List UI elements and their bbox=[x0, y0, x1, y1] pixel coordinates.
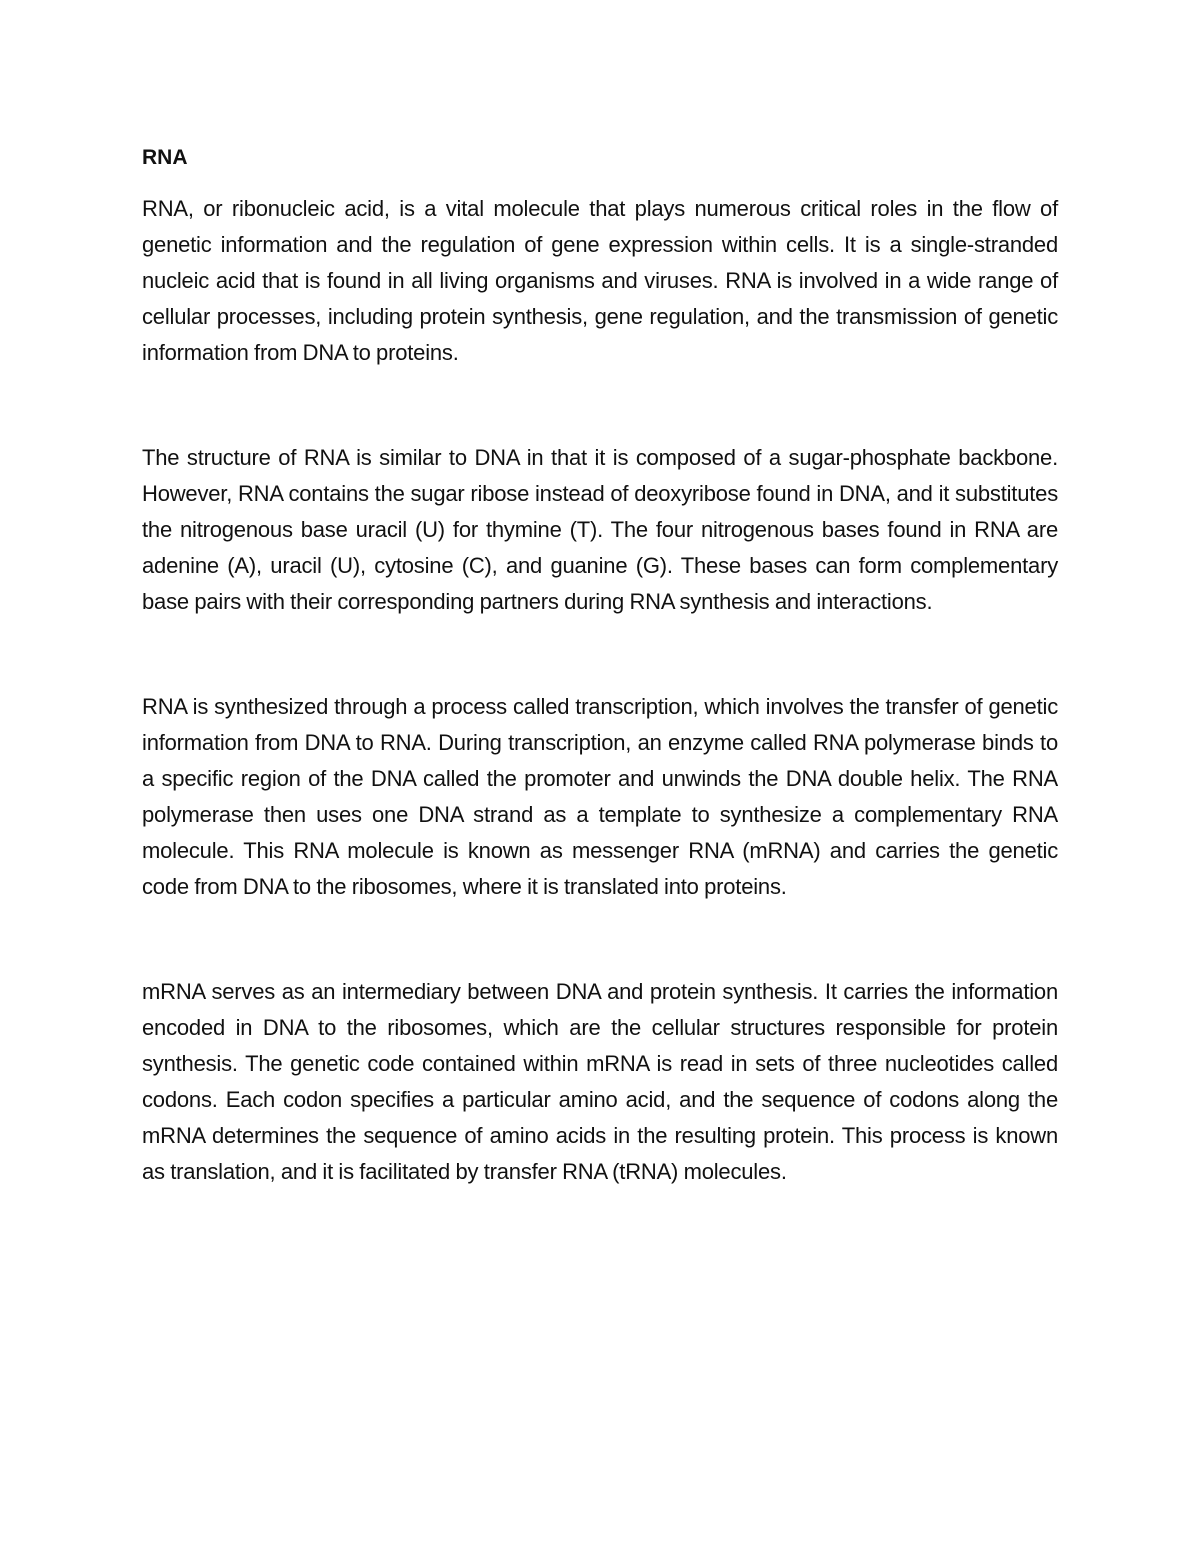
paragraph-rna-intro: RNA, or ribonucleic acid, is a vital molecule that plays numerous critical roles in the flow of genetic information and the regulation of gene expression within cells. It is a single-stranded nucleic acid that is found in all living organisms and viruses. RNA is involved in a wide range of cellular processes, including protein synthesis, gene regulation, and the transmission of genetic information from DNA to proteins. bbox=[142, 196, 1058, 365]
document-title: RNA bbox=[142, 146, 188, 169]
paragraph-mrna-translation: mRNA serves as an intermediary between DNA and protein synthesis. It carries the information encoded in DNA to the ribosomes, which are the cellular structures responsible for protein synthesis. The genetic code contained within mRNA is read in sets of three nucleotides called codons. Each codon specifies a particular amino acid, and the sequence of codons along the mRNA determines the sequence of amino acids in the resulting protein. This process is known as translation, and it is facilitated by transfer RNA (tRNA) molecules. bbox=[142, 979, 1058, 1184]
paragraph-transcription: RNA is synthesized through a process called transcription, which involves the transfer of genetic information from DNA to RNA. During transcription, an enzyme called RNA polymerase binds to a specific region of the DNA called the promoter and unwinds the DNA double helix. The RNA polymerase then uses one DNA strand as a template to synthesize a complementary RNA molecule. This RNA molecule is known as messenger RNA (mRNA) and carries the genetic code from DNA to the ribosomes, where it is translated into proteins. bbox=[142, 694, 1058, 899]
document-body bbox=[142, 140, 1058, 1190]
paragraph-rna-structure: The structure of RNA is similar to DNA in that it is composed of a sugar-phosphate backbone. However, RNA contains the sugar ribose instead of deoxyribose found in DNA, and it substitutes the nitrogenous base uracil (U) for thymine (T). The four nitrogenous bases found in RNA are adenine (A), uracil (U), cytosine (C), and guanine (G). These bases can form complementary base pairs with their corresponding partners during RNA synthesis and interactions. bbox=[142, 445, 1058, 614]
